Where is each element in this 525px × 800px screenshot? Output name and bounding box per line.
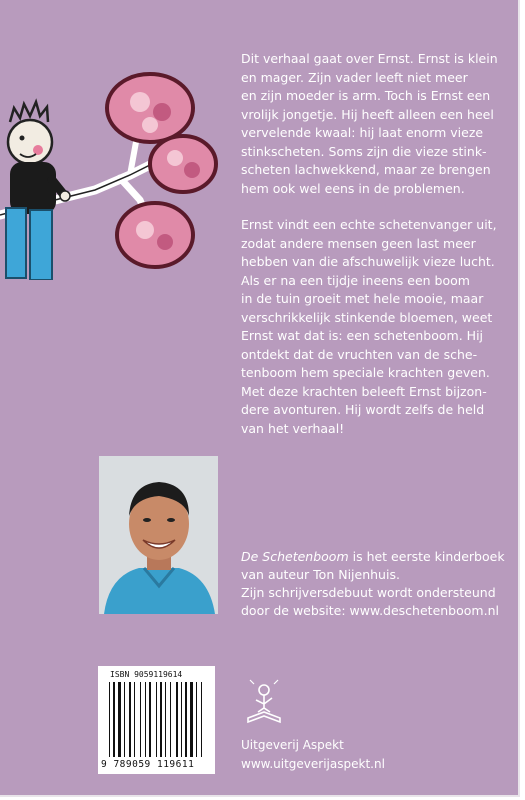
- boy-figure: [6, 102, 70, 280]
- back-cover-blurb: [241, 50, 511, 438]
- blurb-line: zodat andere mensen geen last meer: [241, 235, 476, 251]
- author-photo: [99, 456, 218, 614]
- ean-digits: 9 789059 119611: [101, 759, 195, 770]
- author-info-line-3: Zijn schrijversdebuut wordt ondersteund: [241, 585, 496, 600]
- blurb-line: Ernst wat dat is: een schetenboom. Hij: [241, 328, 484, 343]
- isbn-barcode: [98, 666, 215, 774]
- author-info-text: is het eerste kinderboek: [348, 549, 505, 564]
- blurb-line: Als er na een tijdje ineens een boom: [241, 272, 470, 288]
- blurb-line: en zijn moeder is arm. Toch is Ernst een: [241, 88, 491, 103]
- blurb-line: verschrikkelijk stinkende bloemen, weet: [241, 309, 493, 325]
- blurb-line: van het verhaal!: [241, 420, 345, 436]
- blurb-line: vrolijk jongetje. Hij heeft alleen een heel: [241, 106, 494, 122]
- blurb-line: Ernst vindt een echte schetenvanger uit,: [241, 217, 497, 232]
- author-info: [241, 548, 521, 620]
- blurb-line: ontdekt dat de vruchten van de sche-: [241, 346, 478, 362]
- flower-bottom: [117, 203, 193, 267]
- blurb-line: vervelende kwaal: hij laat enorm vieze: [241, 125, 484, 140]
- publisher-name: Uitgeverij Aspekt: [241, 738, 344, 752]
- blurb-line: in de tuin groeit met hele mooie, maar: [241, 291, 484, 306]
- publisher-url: www.uitgeverijaspekt.nl: [241, 757, 385, 771]
- blurb-line: tenboom hem speciale krachten geven.: [241, 365, 490, 380]
- publisher-info: [241, 736, 385, 774]
- blurb-paragraph-1: [241, 50, 511, 198]
- blurb-line: hebben van die afschuwelijk vieze lucht.: [241, 254, 495, 269]
- blurb-line: Met deze krachten beleeft Ernst bijzon-: [241, 383, 487, 399]
- author-info-line-2: van auteur Ton Nijenhuis.: [241, 567, 400, 582]
- blurb-line: hem ook wel eens in de problemen.: [241, 180, 465, 196]
- reading-figure-logo-icon: [240, 678, 288, 728]
- isbn-label: ISBN 9059119614: [110, 670, 183, 679]
- flower-top: [107, 74, 193, 142]
- author-info-line-1: [241, 548, 521, 566]
- book-title: De Schetenboom: [241, 549, 349, 564]
- blurb-line: Dit verhaal gaat over Ernst. Ernst is klein: [241, 51, 498, 66]
- barcode-bars: [98, 666, 215, 774]
- blurb-line: en mager. Zijn vader leeft niet meer: [241, 69, 468, 85]
- blurb-line: scheten lachwekkend, maar ze brengen: [241, 162, 491, 177]
- boy-in-tree-illustration: [0, 50, 230, 280]
- flower-middle: [150, 136, 216, 192]
- author-info-line-4: door de website: www.deschetenboom.nl: [241, 603, 499, 618]
- blurb-line: dere avonturen. Hij wordt zelfs de held: [241, 402, 485, 417]
- blurb-line: stinkscheten. Soms zijn die vieze stink-: [241, 143, 487, 159]
- blurb-paragraph-2: [241, 216, 511, 438]
